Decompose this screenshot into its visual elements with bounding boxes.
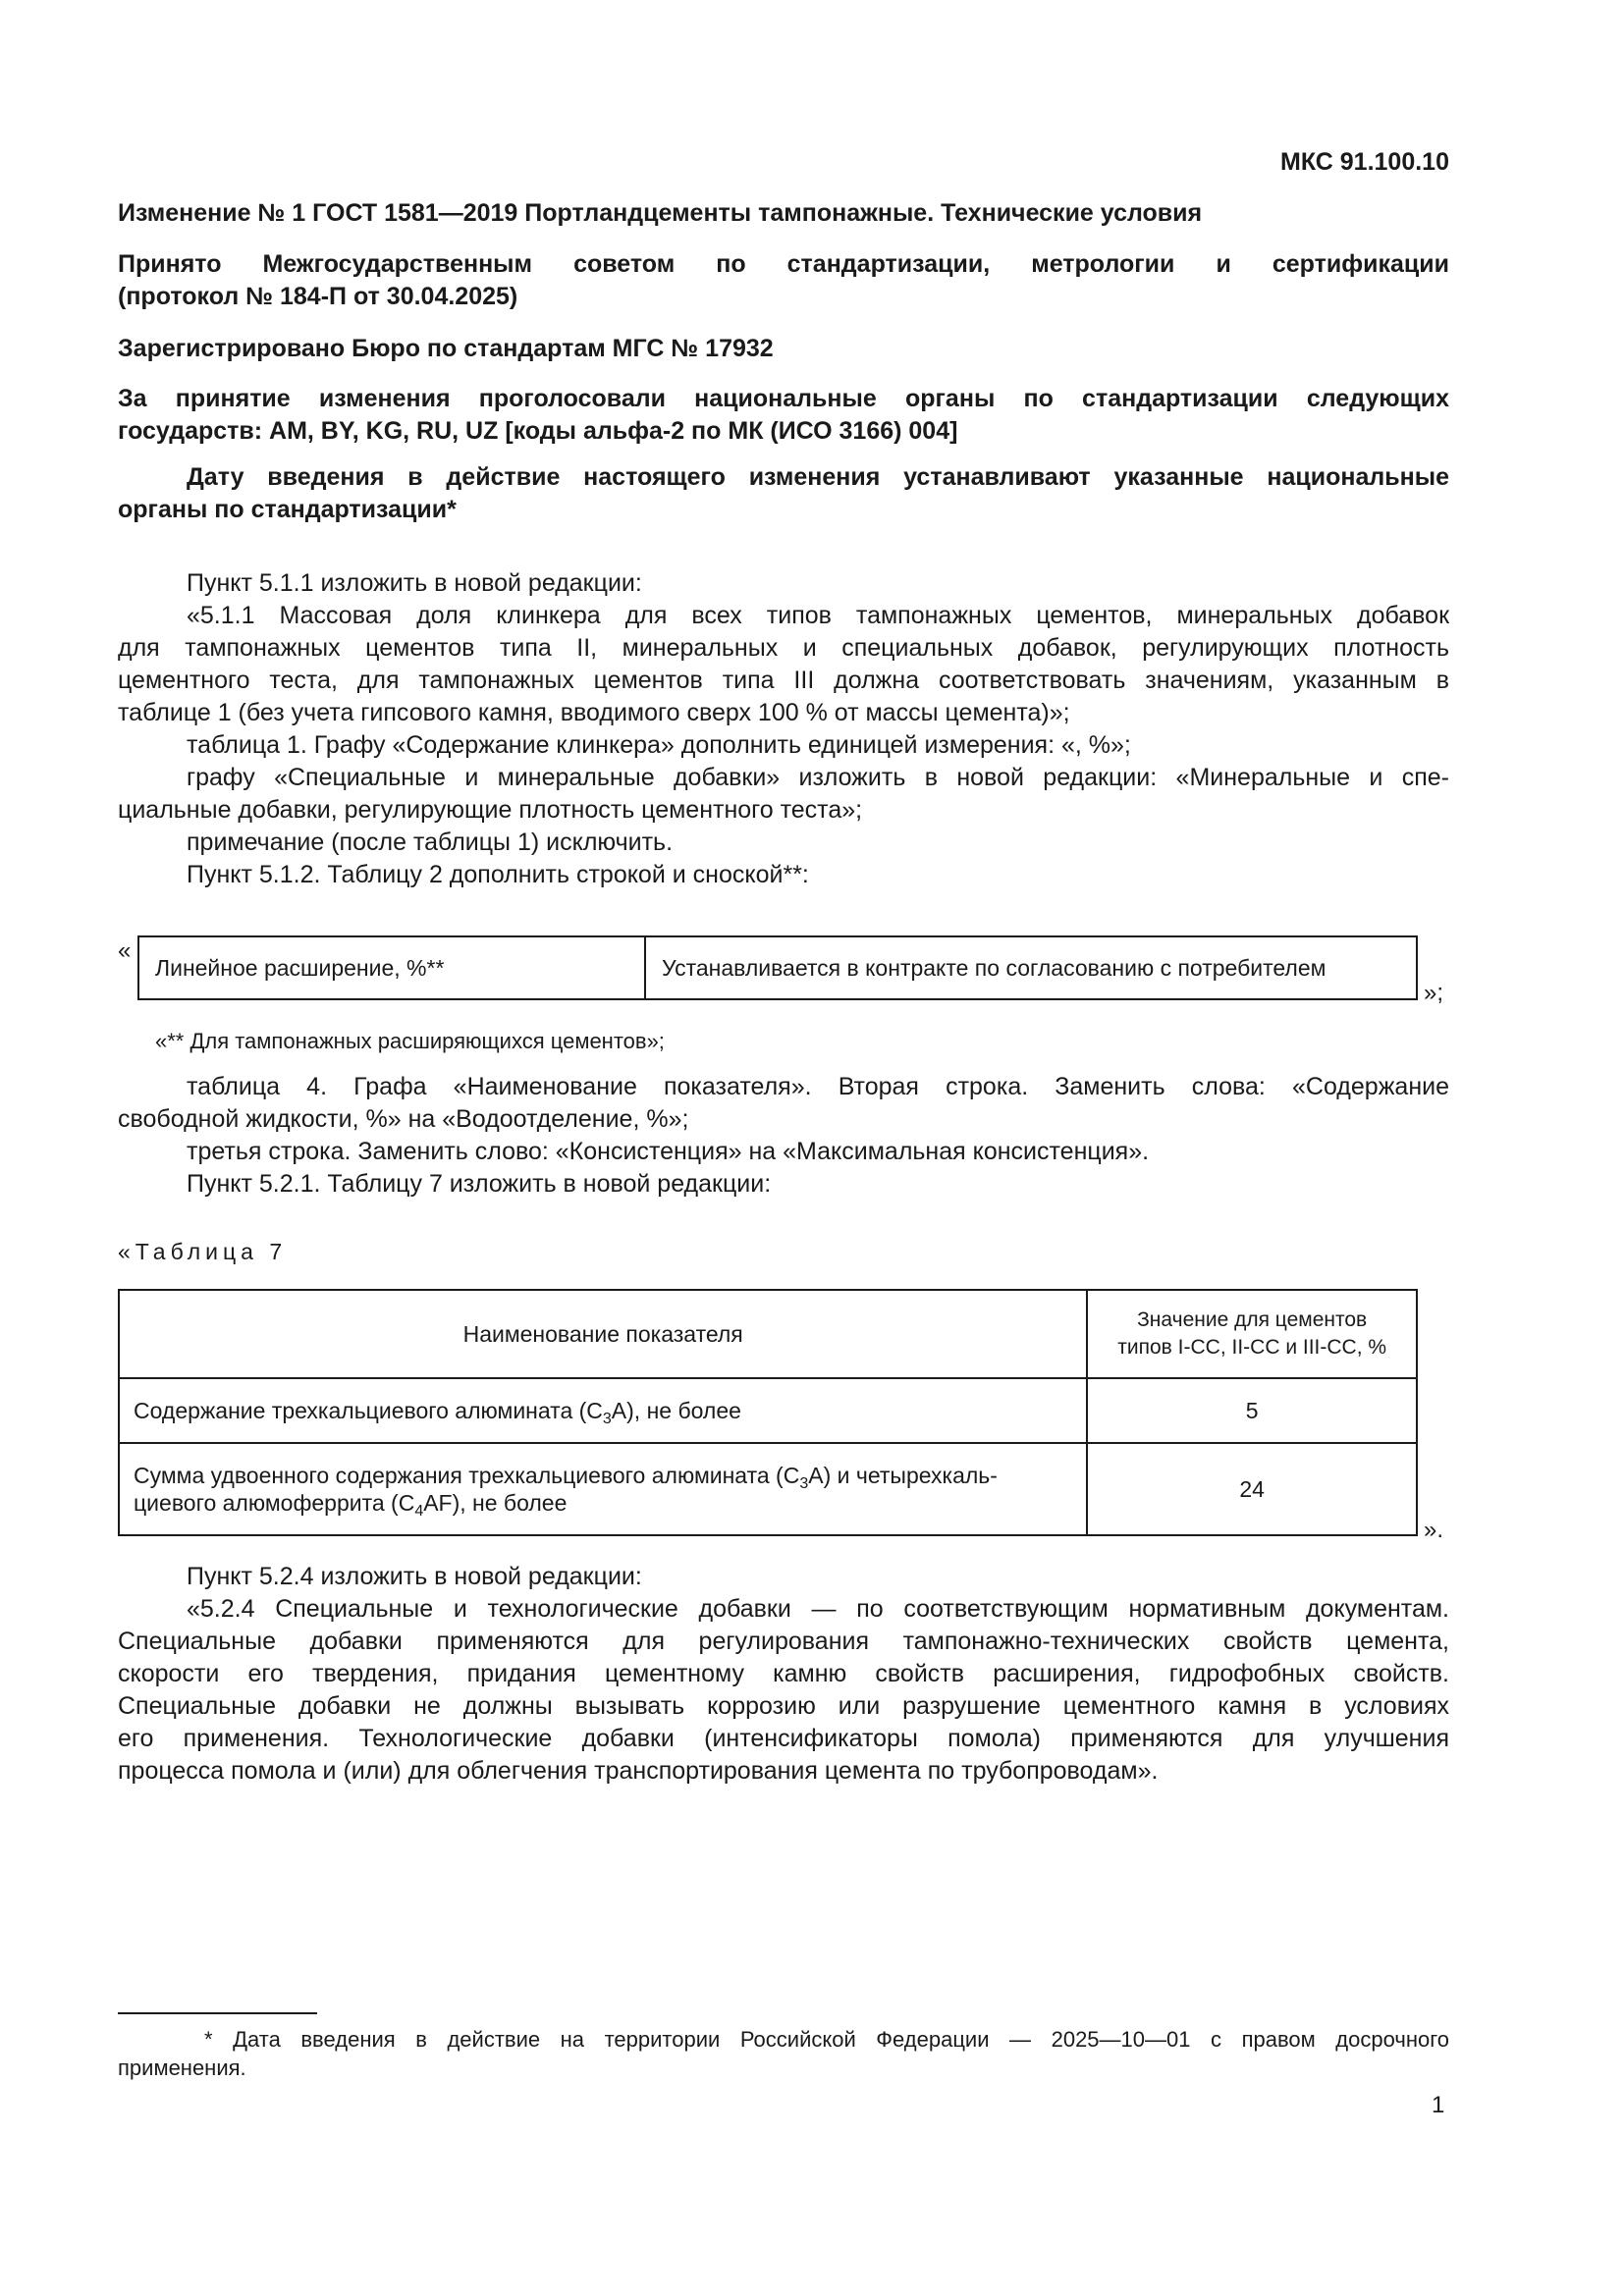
footnote-divider <box>118 2012 317 2014</box>
adopted-line-1: Принято Межгосударственным советом по стандартизации, метрологии и сертификации <box>118 250 1449 278</box>
change-title: Изменение № 1 ГОСТ 1581—2019 Портландцементы тампонажные. Технические условия <box>118 199 1203 227</box>
s2-line-1: таблица 4. Графа «Наименование показателя». Вторая строка. Заменить слова: «Содержание <box>187 1073 1449 1100</box>
date-line-1: Дату введения в действие настоящего изменения устанавливают указанные национальные <box>187 463 1449 491</box>
table2-cell-indicator: Линейное расширение, %** <box>138 936 645 999</box>
s1-line-9: примечание (после таблицы 1) исключить. <box>187 828 674 856</box>
voted-line-2: государств: AM, BY, KG, RU, UZ [коды альфа-2 по МК (ИСО 3166) 004] <box>118 417 958 445</box>
page-number: 1 <box>1432 2092 1445 2118</box>
s2-line-4: Пункт 5.2.1. Таблицу 7 изложить в новой редакции: <box>187 1170 772 1198</box>
table2-footnote: «** Для тампонажных расширяющихся цементов»; <box>155 1029 665 1053</box>
section-table-4 <box>118 1071 1449 1201</box>
registered-statement: Зарегистрировано Бюро по стандартам МГС № 17932 <box>118 335 774 362</box>
s1-line-1: Пункт 5.1.1 изложить в новой редакции: <box>187 569 642 597</box>
table7-r1-value: 5 <box>1087 1378 1417 1443</box>
s1-line-3: для тампонажных цементов типа II, минеральных и специальных добавок, регулирующих плотность <box>118 634 1449 662</box>
s2-line-3: третья строка. Заменить слово: «Консистенция» на «Максимальная консистенция». <box>187 1138 1150 1165</box>
s1-line-4: цементного теста, для тампонажных цементов типа III должна соответствовать значениям, указанным в <box>118 667 1449 694</box>
table-row <box>119 1443 1417 1535</box>
voted-line-1: За принятие изменения проголосовали национальные органы по стандартизации следующих <box>118 385 1449 412</box>
table2-open-quote: « <box>118 937 132 964</box>
s1-line-10: Пункт 5.1.2. Таблицу 2 дополнить строкой и сноской**: <box>187 861 809 888</box>
table2-cell-value: Устанавливается в контракте по согласованию с потребителем <box>645 936 1417 999</box>
table7-r2-value: 24 <box>1087 1443 1417 1535</box>
s3-line-4: скорости его твердения, придания цементному камню свойств расширения, гидрофобных свойств. <box>118 1660 1449 1687</box>
date-footnote <box>118 2025 1449 2082</box>
s3-line-1: Пункт 5.2.4 изложить в новой редакции: <box>187 1563 642 1590</box>
table-row <box>119 1378 1417 1443</box>
s1-line-8: циальные добавки, регулирующие плотность цементного теста»; <box>118 796 863 824</box>
s3-line-5: Специальные добавки не должны вызывать коррозию или разрушение цементного камня в условиях <box>118 1692 1449 1720</box>
adopted-statement <box>118 248 1449 313</box>
date-statement <box>118 461 1449 526</box>
table-header-row <box>119 1290 1417 1378</box>
s3-line-3: Специальные добавки применяются для регулирования тампонажно-технических свойств цемента, <box>118 1628 1449 1655</box>
table-row <box>138 936 1417 999</box>
table7-head-value-line-1: Значение для цементов <box>1137 1308 1368 1331</box>
s3-line-2: «5.2.4 Специальные и технологические добавки — по соответствующим нормативным документам. <box>187 1595 1449 1623</box>
voted-statement <box>118 383 1449 448</box>
footnote-line-1: * Дата введения в действие на территории Российской Федерации — 2025—10—01 с правом досрочного <box>204 2027 1449 2052</box>
date-line-2: органы по стандартизации* <box>118 496 457 523</box>
mks-code: МКС 91.100.10 <box>1280 148 1449 176</box>
table2-addition <box>137 935 1418 1000</box>
s3-line-7: процесса помола и (или) для облегчения транспортирования цемента по трубопроводам». <box>118 1757 1159 1785</box>
section-5-2-4 <box>118 1561 1449 1788</box>
adopted-line-2: (протокол № 184-П от 30.04.2025) <box>118 283 518 310</box>
footnote-line-2: применения. <box>118 2056 246 2080</box>
s1-line-2: «5.1.1 Массовая доля клинкера для всех типов тампонажных цементов, минеральных добавок <box>187 602 1449 629</box>
table2-close: »; <box>1424 980 1444 1006</box>
table7-head-value <box>1087 1290 1417 1378</box>
table7-head-indicator: Наименование показателя <box>119 1290 1087 1378</box>
s1-line-5: таблице 1 (без учета гипсового камня, вводимого сверх 100 % от массы цемента)»; <box>118 699 1070 726</box>
s3-line-6: его применения. Технологические добавки (интенсификаторы помола) применяются для улучшения <box>118 1725 1449 1752</box>
table7 <box>118 1289 1418 1536</box>
table7-r1-indicator: Содержание трехкальциевого алюмината $(C_3A)$, не более <box>119 1378 1087 1443</box>
table7-close: ». <box>1424 1517 1444 1543</box>
table7-r2-indicator: Сумма удвоенного содержания трехкальциевого алюмината $(C_3A)$ и четырехкаль- циевого алюмоферрита $(C_4AF)$, не более <box>119 1443 1087 1535</box>
table7-head-value-line-2: типов I-CC, II-CC и III-CC, % <box>1117 1336 1387 1359</box>
s1-line-7: графу «Специальные и минеральные добавки» изложить в новой редакции: «Минеральные и спе- <box>187 764 1449 791</box>
table7-caption: «Таблица 7 <box>118 1239 288 1264</box>
s2-line-2: свободной жидкости, %» на «Водоотделение, %»; <box>118 1105 689 1133</box>
s1-line-6: таблица 1. Графу «Содержание клинкера» дополнить единицей измерения: «, %»; <box>187 731 1131 759</box>
section-5-1-1 <box>118 567 1449 891</box>
